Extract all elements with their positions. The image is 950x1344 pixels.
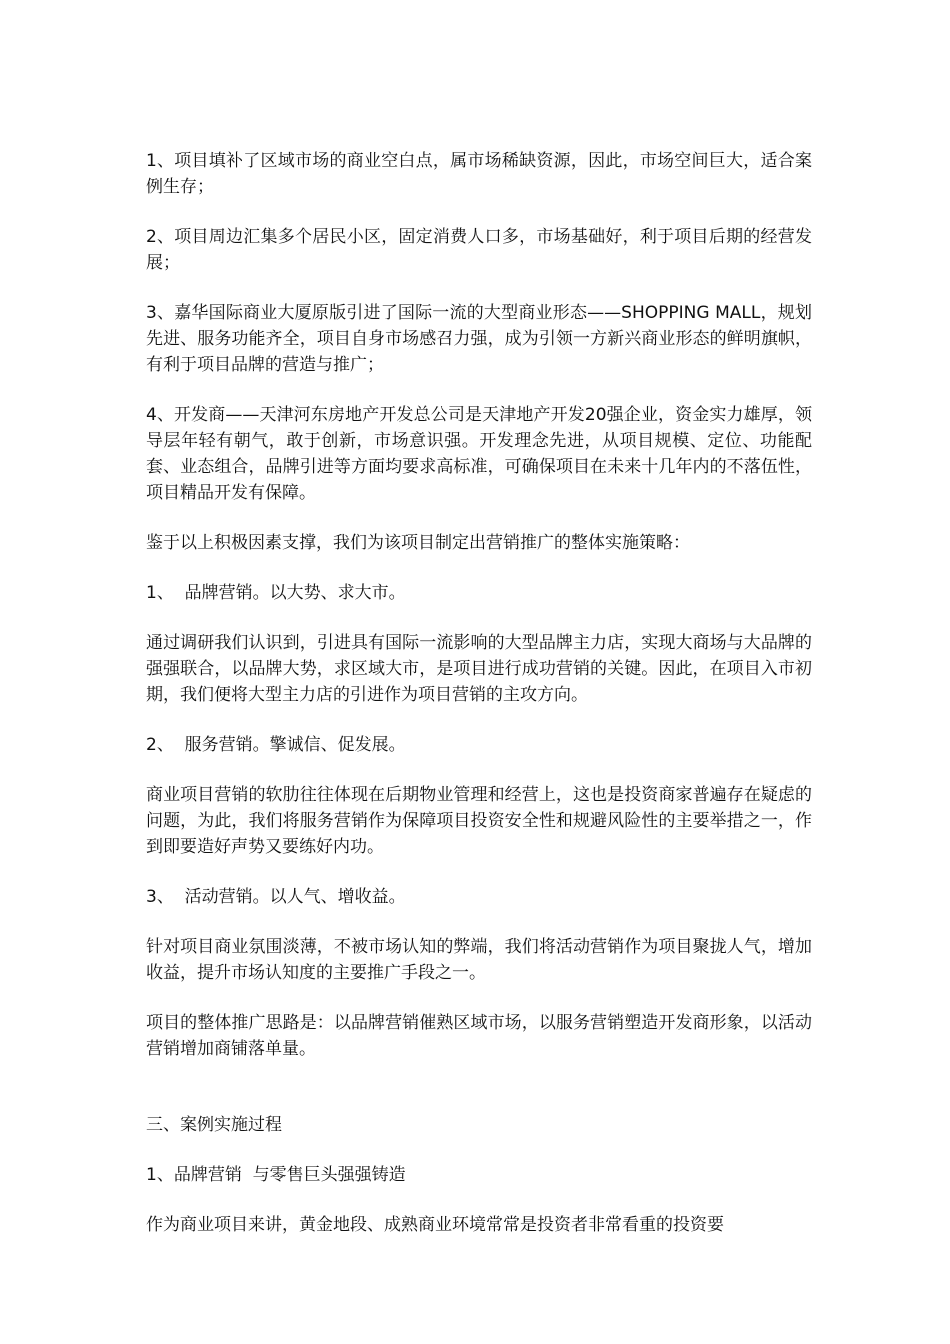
document-body	[146, 148, 812, 1262]
paragraph-brand-marketing: 通过调研我们认识到，引进具有国际一流影响的大型品牌主力店，实现大商场与大品牌的强强联合，以品牌大势，求区域大市，是项目进行成功营销的关键。因此，在项目入市初期，我们便将大型主力店的引进作为项目营销的主攻方向。	[146, 633, 812, 705]
strategy-heading-activity: 3、 活动营销。以人气、增收益。	[146, 887, 406, 907]
subsection-heading-brand: 1、品牌营销 与零售巨头强强铸造	[146, 1165, 406, 1185]
paragraph-activity-marketing: 针对项目商业氛围淡薄，不被市场认知的弊端，我们将活动营销作为项目聚拢人气，增加收益，提升市场认知度的主要推广手段之一。	[146, 937, 812, 983]
strategy-heading-service: 2、 服务营销。擎诚信、促发展。	[146, 735, 406, 755]
paragraph-advantage-1: 1、项目填补了区域市场的商业空白点，属市场稀缺资源，因此，市场空间巨大，适合案例生存；	[146, 151, 812, 197]
paragraph-brand-intro: 作为商业项目来讲，黄金地段、成熟商业环境常常是投资者非常看重的投资要	[146, 1215, 724, 1235]
paragraph-advantage-3: 3、嘉华国际商业大厦原版引进了国际一流的大型商业形态——SHOPPING MALL，规划先进、服务功能齐全，项目自身市场感召力强，成为引领一方新兴商业形态的鲜明旗帜，有利于项目品牌的营造与推广；	[146, 303, 812, 375]
strategy-heading-brand: 1、 品牌营销。以大势、求大市。	[146, 583, 406, 603]
paragraph-advantage-2: 2、项目周边汇集多个居民小区，固定消费人口多，市场基础好，利于项目后期的经营发展；	[146, 227, 812, 273]
section-heading-implementation: 三、案例实施过程	[146, 1115, 282, 1135]
paragraph-service-marketing: 商业项目营销的软肋往往体现在后期物业管理和经营上，这也是投资商家普遍存在疑虑的问题，为此，我们将服务营销作为保障项目投资安全性和规避风险性的主要举措之一，作到即要造好声势又要练好内功。	[146, 785, 812, 857]
paragraph-advantage-4: 4、开发商——天津河东房地产开发总公司是天津地产开发20强企业，资金实力雄厚，领导层年轻有朝气，敢于创新，市场意识强。开发理念先进，从项目规模、定位、功能配套、业态组合，品牌引进等方面均要求高标准，可确保项目在未来十几年内的不落伍性，项目精品开发有保障。	[146, 405, 812, 503]
paragraph-strategy-intro: 鉴于以上积极因素支撑，我们为该项目制定出营销推广的整体实施策略：	[146, 533, 690, 553]
paragraph-overall-approach: 项目的整体推广思路是：以品牌营销催熟区域市场，以服务营销塑造开发商形象，以活动营销增加商铺落单量。	[146, 1013, 812, 1059]
